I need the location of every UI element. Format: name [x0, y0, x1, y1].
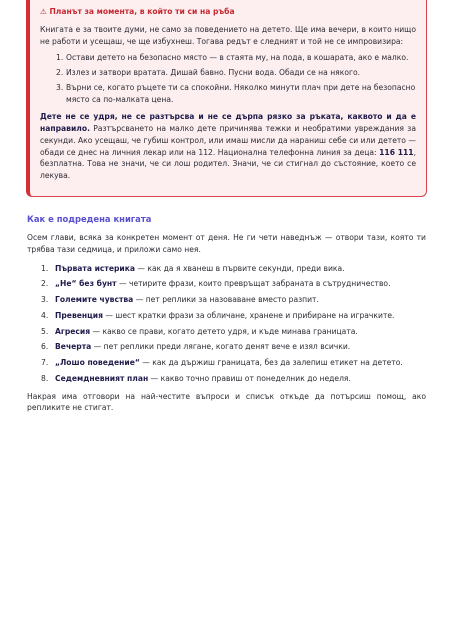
list-item — [27, 263, 426, 275]
safety-warning-text: Разтърсването на малко дете причинява тежки и необратими увреждания за секунди. Ако усещаш, че губиш контрол, или имаш мисли да нараниш себе си или детето — обади се днес на личния лекар или на 112. Национална телефонна линия за деца: — [40, 124, 416, 157]
step-number: 1. — [56, 53, 64, 63]
chapter-entry — [55, 357, 403, 369]
section-intro: Осем глави, всяка за конкретен момент от деня. Не ги чети наведнъж — отвори тази, която ти трябва тази седмица, и приложи само нея. — [27, 232, 426, 254]
crisis-steps-list — [40, 52, 416, 105]
chapter-desc: — какво точно правиш от понеделник до неделя. — [148, 373, 351, 383]
chapter-title: Агресия — [55, 326, 91, 336]
list-item — [40, 82, 416, 106]
chapter-number: 7. — [41, 358, 49, 368]
chapter-desc: — какво се прави, когато детето удря, и къде минава границата. — [90, 326, 358, 336]
chapter-entry — [55, 373, 351, 385]
chapter-desc: — шест кратки фрази за обличане, хранене и прибиране на играчките. — [102, 310, 395, 320]
list-item — [27, 326, 426, 338]
list-item — [40, 67, 416, 79]
chapter-desc: — пет реплики преди лягане, когато денят вече е изял всички. — [91, 342, 351, 352]
chapter-number: 8. — [41, 373, 49, 383]
step-number: 3. — [56, 82, 64, 92]
chapter-number: 6. — [41, 342, 49, 352]
crisis-plan-callout — [26, 0, 427, 197]
chapter-entry — [55, 294, 319, 306]
chapter-number: 4. — [41, 310, 49, 320]
list-item — [27, 341, 426, 353]
chapter-list — [27, 263, 426, 385]
chapter-desc: — четирите фрази, които превръщат забраната в сътрудничество. — [116, 279, 391, 289]
section-outro: Накрая има отговори на най-честите въпроси и списък откъде да потърсиш помощ, ако репликите не стигат. — [27, 391, 426, 413]
chapter-desc: — пет реплики за назоваване вместо разпит. — [133, 295, 319, 305]
step-text: Остави детето на безопасно място — в стаята му, на пода, в кошарата, ако е малко. — [66, 53, 409, 63]
list-item — [27, 373, 426, 385]
safety-warning-bold: Дете не се удря, не се разтърсва и не се дърпа рязко за ръката, каквото и да е направило. — [40, 112, 416, 134]
chapter-title: Големите чувства — [55, 295, 134, 305]
chapter-title: Превенция — [55, 310, 103, 320]
step-text: Излез и затвори вратата. Дишай бавно. Пусни вода. Обади се на някого. — [66, 68, 361, 78]
step-number: 2. — [56, 68, 64, 78]
chapter-number: 1. — [41, 263, 49, 273]
list-item — [27, 310, 426, 322]
chapter-entry — [55, 278, 391, 290]
chapter-title: Седемдневният план — [55, 373, 149, 383]
list-item — [27, 278, 426, 290]
step-text: Върни се, когато ръцете ти са спокойни. Няколко минути плач при дете на безопасно място са по-малката цена. — [66, 82, 416, 104]
chapter-entry — [55, 326, 358, 338]
list-item — [27, 294, 426, 306]
callout-title-text: ⚠ Планът за момента, в който ти си на ръба — [40, 7, 235, 16]
chapter-number: 3. — [41, 295, 49, 305]
chapter-entry — [55, 310, 394, 322]
callout-title — [40, 6, 416, 18]
chapter-desc: — как да я хванеш в първите секунди, преди вика. — [135, 263, 345, 273]
chapter-entry — [55, 263, 345, 275]
chapter-title: Първата истерика — [55, 263, 136, 273]
hotline-number: 116 111 — [379, 147, 414, 157]
chapter-title: Вечерта — [55, 342, 92, 352]
safety-warning-tail: , безплатна. Това не значи, че си лош родител. Значи, че си стигнал до състояние, което се лекува. — [40, 147, 416, 181]
chapter-title: „Не“ без бунт — [55, 279, 117, 289]
chapter-number: 2. — [41, 279, 49, 289]
list-item — [40, 52, 416, 64]
section-heading: Как е подредена книгата — [27, 213, 152, 224]
chapter-entry — [55, 341, 350, 353]
chapter-title: „Лошо поведение“ — [55, 358, 140, 368]
safety-warning — [40, 111, 416, 182]
chapter-desc: — как да държиш границата, без да залепиш етикет на детето. — [139, 358, 403, 368]
list-item — [27, 357, 426, 369]
callout-intro: Книгата е за твоите думи, не само за поведението на детето. Ще има вечери, в които нищо не работи и усещаш, че ще избухнеш. Тогава редът е следният и той не се импровизира: — [40, 24, 416, 46]
chapter-number: 5. — [41, 326, 49, 336]
